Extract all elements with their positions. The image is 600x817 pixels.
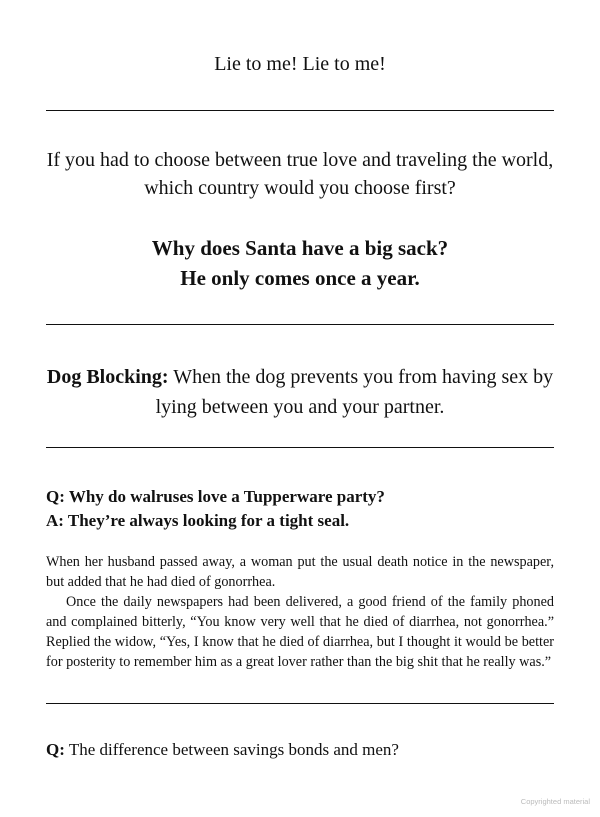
story-paragraph: When her husband passed away, a woman put the usual death notice in the newspaper, but added that he had died of gonorrhea. (46, 554, 554, 590)
dog-blocking-definition (0, 362, 600, 422)
divider (46, 447, 554, 448)
joke-santa-line2: He only comes once a year. (180, 266, 420, 290)
divider (46, 110, 554, 111)
savings-bonds-question (46, 738, 399, 762)
dog-blocking-term: Dog Blocking: (46, 366, 169, 388)
divider (46, 324, 554, 325)
walrus-answer: A: They’re always looking for a tight seal. (46, 511, 350, 530)
joke-travel-line1: If you had to choose between true love and traveling the world, (46, 149, 554, 171)
question-label: Q: (46, 740, 65, 759)
dog-blocking-def-line1: When the dog prevents you from having sex by (173, 366, 554, 388)
widow-story (46, 552, 554, 672)
joke-travel (0, 146, 600, 202)
question-text: The difference between savings bonds and men? (68, 740, 399, 759)
joke-santa (0, 233, 600, 293)
story-paragraph: Once the daily newspapers had been delivered, a good friend of the family phoned and complained bitterly, “You know very well that he died of diarrhea, not gonorrhea.” Replied the widow, “Yes, I know that he died of diarrhea, but I thought it would be better for posterity to remember him as a great lover rather than the big shit that he really was.” (46, 594, 554, 670)
joke-travel-line2: which country would you choose first? (144, 177, 456, 199)
copyright-watermark: Copyrighted material (520, 797, 590, 806)
dog-blocking-def-line2: lying between you and your partner. (155, 396, 445, 418)
joke-lie-to-me: Lie to me! Lie to me! (214, 53, 386, 75)
walrus-question: Q: Why do walruses love a Tupperware party? (46, 487, 385, 506)
divider (46, 703, 554, 704)
joke-santa-line1: Why does Santa have a big sack? (151, 236, 449, 260)
dog-blocking-line1 (0, 362, 600, 392)
